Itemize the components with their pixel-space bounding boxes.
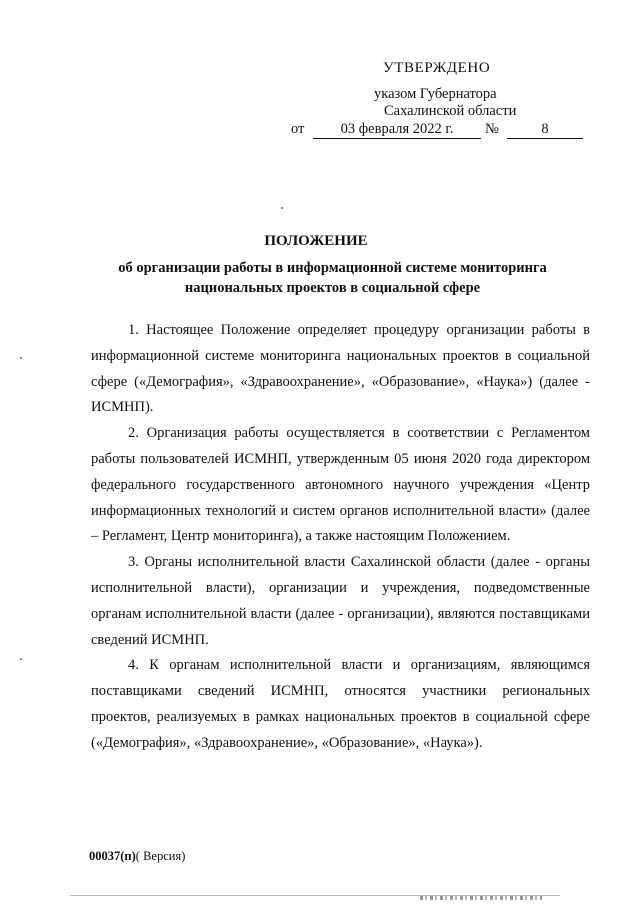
document-code-number: 00037(п) — [89, 849, 136, 863]
scan-speck — [281, 207, 283, 209]
date-prefix: от — [291, 121, 305, 137]
paragraph-3: 3. Органы исполнительной власти Сахалинской области (далее - органы исполнительной власти), организации и учреждения, подведомственные органам исполнительной власти (далее - организации), являются поставщиками сведений ИСМНП. — [91, 554, 590, 648]
scan-speck — [20, 357, 22, 359]
document-version: ( Версия) — [135, 849, 186, 863]
paragraph-4: 4. К органам исполнительной власти и организациям, являющимся поставщиками сведений ИСМНП, относятся участники региональных проектов, реализуемых в рамках национальных проектов в социальной сфере («Демография», «Здравоохранение», «Образование», «Наука»). — [91, 657, 590, 751]
document-code — [89, 849, 185, 864]
number-label: № — [485, 121, 499, 137]
document-title: ПОЛОЖЕНИЕ — [264, 233, 368, 249]
decree-date-field: 03 февраля 2022 г. — [313, 121, 481, 139]
approved-heading: УТВЕРЖДЕНО — [383, 60, 491, 76]
decree-line-1: указом Губернатора — [374, 86, 497, 102]
decree-number-field: 8 — [507, 121, 583, 139]
scan-speck — [20, 658, 22, 660]
document-body — [91, 318, 590, 757]
paragraph-1: 1. Настоящее Положение определяет процедуру организации работы в информационной системе мониторинга национальных проектов в социальной сфере («Демография», «Здравоохранение», «Образование», «Наука») (далее - ИСМНП). — [91, 322, 590, 416]
paragraph-2: 2. Организация работы осуществляется в соответствии с Регламентом работы пользователей ИСМНП, утвержденным 05 июня 2020 года директором федерального государственного автономного научного учреждения «Центр информационных технологий и систем органов исполнительной власти» (далее – Регламент, Центр мониторинга), а также настоящим Положением. — [91, 425, 590, 545]
scan-artifact — [420, 896, 542, 900]
document-subtitle: об организации работы в информационной системе мониторинга национальных проектов в социальной сфере — [118, 260, 547, 296]
decree-line-2: Сахалинской области — [384, 103, 517, 119]
